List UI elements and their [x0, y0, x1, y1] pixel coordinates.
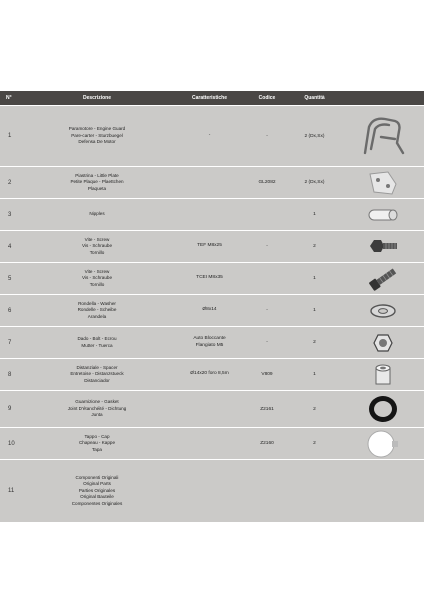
row-features [172, 295, 247, 326]
row-code [247, 199, 287, 230]
row-code: - [266, 133, 268, 139]
row-code [247, 460, 287, 522]
features-line: TCEI M8x35 [196, 275, 223, 281]
row-features [172, 231, 247, 262]
row-features [172, 359, 247, 390]
table-row [0, 428, 424, 460]
row-image [342, 231, 424, 262]
row-code: Z2160 [260, 441, 274, 446]
row-quantity: 1 [313, 308, 316, 313]
description-line: Petite Plaque - Plaettchen [70, 179, 124, 185]
row-image [342, 167, 424, 198]
table-row [0, 295, 424, 327]
description-line: Junta [91, 412, 103, 418]
header-no: N° [6, 95, 12, 101]
row-features [172, 106, 247, 166]
table-row [0, 231, 424, 263]
washer-icon [358, 295, 408, 326]
gasket-icon [358, 391, 408, 427]
row-description [22, 106, 172, 166]
description-line: Tornillo [89, 281, 105, 287]
table-row [0, 167, 424, 199]
features-line: Auto Bloccante [193, 336, 226, 341]
row-description [22, 231, 172, 262]
row-number: 7 [8, 339, 12, 346]
row-description [22, 167, 172, 198]
description-line: Vis - Schraube [81, 275, 113, 281]
row-quantity: 1 [313, 276, 316, 281]
row-features [172, 263, 247, 294]
table-row [0, 199, 424, 231]
description-line: Parties Originales [78, 487, 116, 493]
row-number: 4 [8, 243, 12, 250]
row-features [172, 167, 247, 198]
row-number: 6 [8, 307, 12, 314]
description-line: Distanciador [84, 377, 110, 383]
table-row [0, 106, 424, 167]
header-features: Caratteristiche [191, 94, 227, 101]
row-number: 9 [8, 406, 12, 412]
description-line: Rondelle - Scheibe [77, 307, 117, 313]
cap-icon [358, 428, 408, 459]
row-quantity [287, 460, 342, 522]
row-number: 11 [8, 488, 15, 494]
row-image [342, 359, 424, 390]
row-description [22, 359, 172, 390]
row-quantity: 2 (Dx,Sx) [304, 133, 325, 139]
row-features [172, 460, 247, 522]
row-quantity: 1 [313, 212, 316, 217]
row-quantity: 2 [313, 244, 316, 249]
header-description: Descrizione [82, 94, 112, 101]
description-line: Vis - Schraube [81, 243, 113, 249]
header-code: Codice [258, 95, 276, 101]
description-line: Vite - Screw [84, 268, 110, 274]
row-image [342, 460, 424, 522]
description-line: Dado - Bolt - Ecrou [77, 336, 117, 341]
table-row [0, 327, 424, 359]
parts-table [0, 91, 424, 523]
description-line: Joint D'étanchéité - Dichtung [67, 405, 127, 411]
table-row [0, 391, 424, 428]
row-description [22, 295, 172, 326]
row-description [22, 199, 172, 230]
row-features [172, 199, 247, 230]
description-line: Vite - Screw [84, 236, 110, 242]
features-line: Ø8x14 [202, 307, 217, 313]
row-image [342, 428, 424, 459]
description-line: Defensa De Motor [78, 139, 116, 145]
row-number: 2 [8, 179, 12, 186]
features-line: Ø14x20 foro 8,5m [190, 371, 229, 377]
description-line: Piastrina - Little Plate [75, 172, 119, 178]
row-number: 5 [8, 275, 12, 282]
header-image [342, 91, 424, 105]
spacer-icon [358, 359, 408, 390]
row-code: - [266, 340, 268, 345]
description-line: Paramotore - Engine Guard [68, 126, 126, 132]
description-line: Mutter - Tuerca [81, 342, 113, 348]
row-description [22, 327, 172, 358]
description-line: Plaqueta [87, 185, 107, 191]
description-line: Pare-carter - Sturzbuegel [71, 132, 123, 138]
description-line: Tornillo [89, 249, 105, 255]
features-line: TEF M8x25 [197, 243, 222, 249]
allen-screw-icon [358, 263, 408, 294]
row-code [247, 263, 287, 294]
row-image [342, 106, 424, 166]
row-code: - [266, 244, 268, 249]
description-line: Entretoise - Distanzstueck [70, 371, 124, 377]
features-line: Flangiato M5 [195, 342, 224, 348]
description-line: Original Bauteile [80, 494, 114, 500]
table-header [0, 91, 424, 106]
description-line: Componenti Originali [75, 474, 119, 480]
row-quantity: 1 [313, 372, 316, 377]
row-code: GL2082 [258, 180, 276, 185]
description-line: Distanziale - Spacer [76, 364, 118, 370]
row-description [22, 428, 172, 459]
nut-icon [358, 327, 408, 358]
table-row [0, 460, 424, 523]
row-image [342, 327, 424, 358]
row-quantity: 2 [313, 340, 316, 345]
plate-icon [358, 167, 408, 198]
header-quantity: Quantità [304, 95, 325, 101]
row-description [22, 460, 172, 522]
row-code: - [266, 308, 268, 313]
row-features [172, 428, 247, 459]
row-image [342, 199, 424, 230]
description-line: Chapeau - Kappe [78, 440, 115, 446]
row-code: Z2161 [260, 406, 274, 412]
description-line: Componentes Originales [71, 500, 123, 506]
description-line: Nipples [89, 211, 105, 217]
row-description [22, 263, 172, 294]
row-quantity: 2 [313, 441, 316, 446]
row-image [342, 263, 424, 294]
description-line: Tappo - Cap [84, 433, 110, 439]
engine-guard-icon [358, 106, 408, 166]
row-number: 1 [8, 133, 12, 139]
row-number: 3 [8, 211, 12, 218]
features-line: - [208, 132, 211, 138]
row-description [22, 391, 172, 427]
row-image [342, 295, 424, 326]
row-quantity: 2 (Dx,Sx) [304, 180, 325, 185]
row-image [342, 391, 424, 427]
description-line: Original Parts [83, 481, 111, 487]
description-line: Rondella - Washer [78, 300, 116, 306]
row-code: V809 [261, 372, 273, 377]
description-line: Tapa [92, 446, 102, 452]
hex-screw-icon [358, 231, 408, 262]
nipple-icon [358, 199, 408, 230]
row-features [172, 391, 247, 427]
row-features [172, 327, 247, 358]
description-line: Arandela [87, 313, 107, 319]
table-row [0, 359, 424, 391]
row-number: 8 [8, 371, 12, 378]
description-line: Guarnizione - Gasket [75, 399, 119, 405]
row-quantity: 2 [313, 406, 316, 412]
row-number: 10 [8, 440, 15, 447]
table-row [0, 263, 424, 295]
